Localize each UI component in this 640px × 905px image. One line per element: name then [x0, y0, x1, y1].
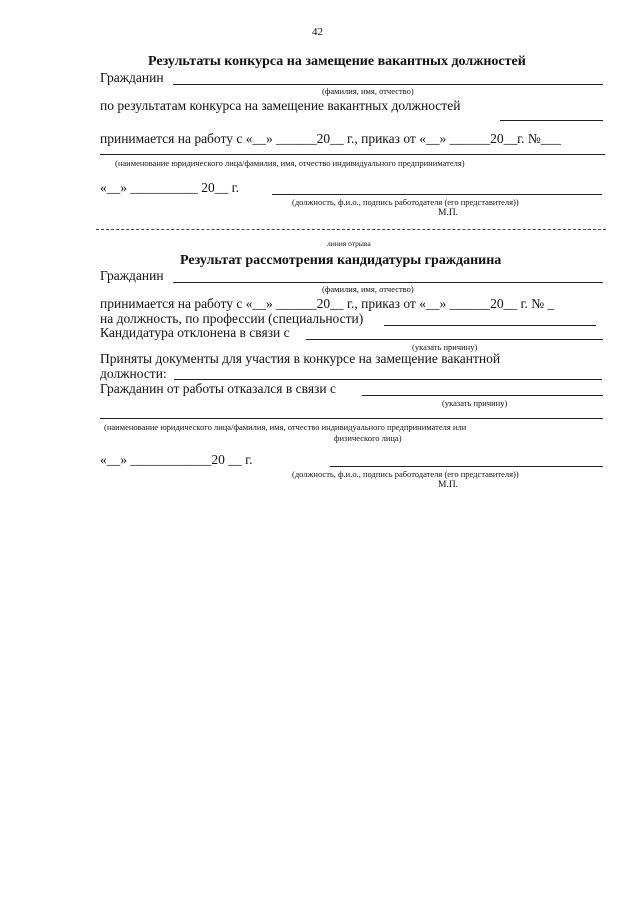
- section2-rejected-line: Кандидатура отклонена в связи с: [100, 325, 290, 340]
- section1-stamp: М.П.: [438, 208, 459, 218]
- section1-title: Результаты конкурса на замещение вакантных должностей: [148, 54, 526, 69]
- section2-citizen-label: Гражданин: [100, 268, 164, 283]
- section2-reason-caption-1: (указать причину): [412, 342, 478, 352]
- section2-employer-caption-1: (наименование юридического лица/фамилия, имя, отчество индивидуального предпринимателя или: [104, 422, 467, 432]
- section1-results-field[interactable]: [500, 120, 603, 121]
- section1-employer-caption: (наименование юридического лица/фамилия, имя, отчество индивидуального предпринимателя): [115, 158, 465, 168]
- section2-employer-caption-2: физического лица): [334, 433, 402, 443]
- section2-sign-field[interactable]: [330, 466, 603, 467]
- section2-docs-line-1: Приняты документы для участия в конкурсе на замещение вакантной: [100, 351, 501, 366]
- section1-citizen-label: Гражданин: [100, 70, 164, 85]
- section2-reason-caption-2: (указать причину): [442, 398, 508, 408]
- section2-employer-field[interactable]: [100, 418, 603, 419]
- section1-results-line: по результатам конкурса на замещение вакантных должностей: [100, 98, 461, 113]
- section2-date-line: «__» ____________20 __ г.: [100, 452, 253, 467]
- section1-date-line: «__» __________ 20__ г.: [100, 180, 240, 195]
- section2-refused-line: Гражданин от работы отказался в связи с: [100, 381, 336, 396]
- tear-line-label: линия отрыва: [327, 239, 371, 248]
- section2-refused-field[interactable]: [362, 395, 603, 396]
- section1-hire-line: принимается на работу с «__» ______20__ г., приказ от «__» ______20__г. №___: [100, 131, 561, 146]
- section2-hire-line: принимается на работу с «__» ______20__ г., приказ от «__» ______20__ г. № _: [100, 296, 555, 311]
- section2-title: Результат рассмотрения кандидатуры гражданина: [180, 253, 502, 268]
- section1-sign-caption: (должность, ф.и.о., подпись работодателя (его представителя)): [292, 197, 519, 207]
- section2-sign-caption: (должность, ф.и.о., подпись работодателя (его представителя)): [292, 469, 519, 479]
- tear-line: [96, 229, 606, 230]
- section2-docs-line-2: должности:: [100, 366, 167, 381]
- section2-position-field[interactable]: [384, 325, 596, 326]
- section1-sign-field[interactable]: [272, 194, 602, 195]
- section2-citizen-field[interactable]: [173, 282, 603, 283]
- section2-stamp: М.П.: [438, 480, 459, 490]
- section1-fio-caption: (фамилия, имя, отчество): [322, 86, 414, 96]
- section1-employer-field[interactable]: [100, 154, 605, 155]
- page-number: 42: [312, 26, 323, 38]
- section1-citizen-field[interactable]: [173, 84, 603, 85]
- section2-rejected-field[interactable]: [306, 339, 603, 340]
- section2-position-line: на должность, по профессии (специальности): [100, 311, 364, 326]
- section2-fio-caption: (фамилия, имя, отчество): [322, 284, 414, 294]
- section2-docs-field[interactable]: [174, 379, 602, 380]
